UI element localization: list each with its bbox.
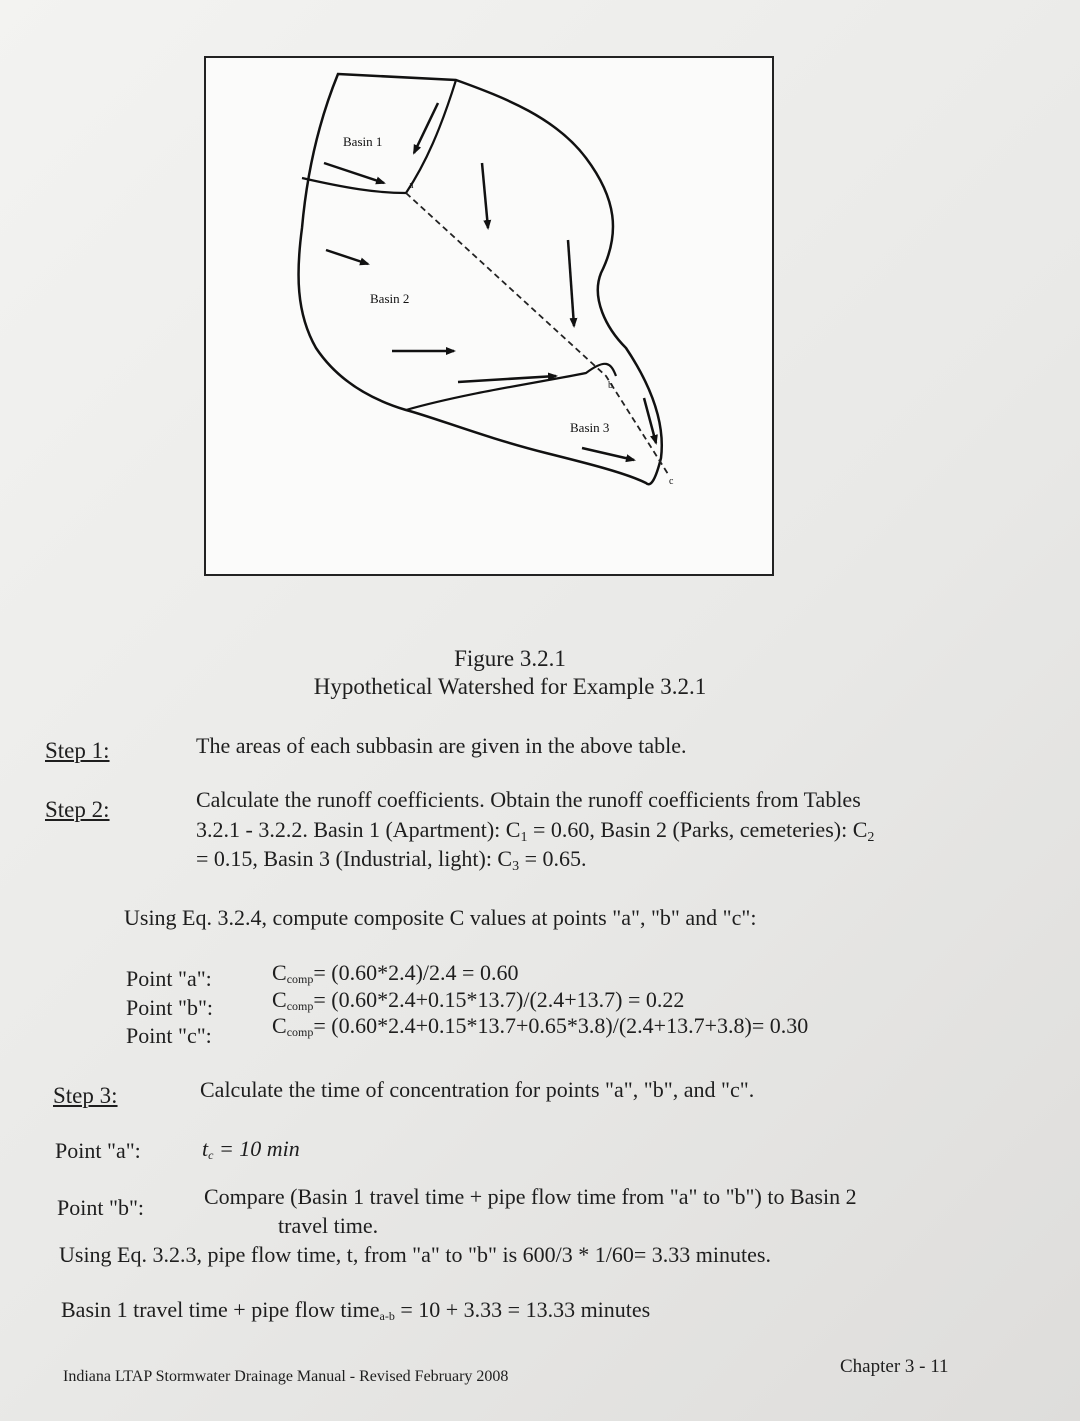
sum-line: Basin 1 travel time + pipe flow timea-b = 10 + 3.33 = 13.33 minutes <box>61 1297 651 1323</box>
step2-line3: = 0.15, Basin 3 (Industrial, light): $C_3 = 0.65$. <box>196 846 587 874</box>
point-a-composite-eq: Ccomp= (0.60*2.4)/2.4 = 0.60 <box>272 960 519 986</box>
composite-intro: Using Eq. 3.2.4, compute composite C values at points "a", "b" and "c": <box>124 905 757 930</box>
flow-arrow-2 <box>324 163 384 183</box>
step3-point-a-value: tc = 10 min <box>202 1136 300 1162</box>
point-b-composite-eq: Ccomp= (0.60*2.4+0.15*13.7)/(2.4+13.7) = 0.22 <box>272 987 685 1013</box>
point-c-composite-eq: Ccomp= (0.60*2.4+0.15*13.7+0.65*3.8)/(2.4+13.7+3.8)= 0.30 <box>272 1013 809 1039</box>
point-c-label: c <box>669 476 674 487</box>
watershed-figure <box>204 56 774 576</box>
basin1-label: Basin 1 <box>343 134 383 149</box>
footer-manual-title: Indiana LTAP Stormwater Drainage Manual - Revised February 2008 <box>63 1368 509 1385</box>
step3-point-b-line2: travel time. <box>278 1213 379 1238</box>
point-b-label: b <box>608 380 613 391</box>
step1-label: Step 1: <box>45 738 110 763</box>
figure-number: Figure 3.2.1 <box>454 646 566 671</box>
step2-label: Step 2: <box>45 797 110 822</box>
flow-arrow-1 <box>414 103 438 153</box>
step1-text: The areas of each subbasin are given in the above table. <box>196 733 687 758</box>
flow-arrow-3 <box>482 163 488 228</box>
figure-title: Hypothetical Watershed for Example 3.2.1 <box>313 674 707 699</box>
point-a-label: a <box>409 180 414 191</box>
step3-point-a-label: Point "a": <box>55 1138 141 1163</box>
step3-label: Step 3: <box>53 1083 118 1108</box>
step3-point-b-label: Point "b": <box>57 1195 145 1220</box>
basin2-label: Basin 2 <box>370 291 410 306</box>
point-b-composite-label: Point "b": <box>126 995 214 1020</box>
flow-arrow-9 <box>582 448 634 460</box>
basin3-label: Basin 3 <box>570 420 610 435</box>
watershed-diagram <box>206 58 772 574</box>
flow-arrow-4 <box>326 250 368 264</box>
basin3-boundary <box>406 364 616 410</box>
pipe-line <box>406 193 668 474</box>
step2-line1: Calculate the runoff coefficients. Obtain the runoff coefficients from Tables <box>196 787 861 812</box>
point-c-composite-label: Point "c": <box>126 1023 212 1048</box>
point-a-composite-label: Point "a": <box>126 966 212 991</box>
footer-page-number: Chapter 3 - 11 <box>840 1356 949 1377</box>
step3-text: Calculate the time of concentration for points "a", "b", and "c". <box>200 1077 755 1102</box>
pipe-flow-line: Using Eq. 3.2.3, pipe flow time, t, from "a" to "b" is 600/3 * 1/60= 3.33 minutes. <box>59 1242 771 1267</box>
flow-arrow-5 <box>568 240 574 326</box>
step2-line2: 3.2.1 - 3.2.2. Basin 1 (Apartment): $C_1 = 0.60$, Basin 2 (Parks, cemeteries): $C_2$ <box>196 817 875 845</box>
step3-point-b-line1: Compare (Basin 1 travel time + pipe flow time from "a" to "b") to Basin 2 <box>204 1184 857 1209</box>
